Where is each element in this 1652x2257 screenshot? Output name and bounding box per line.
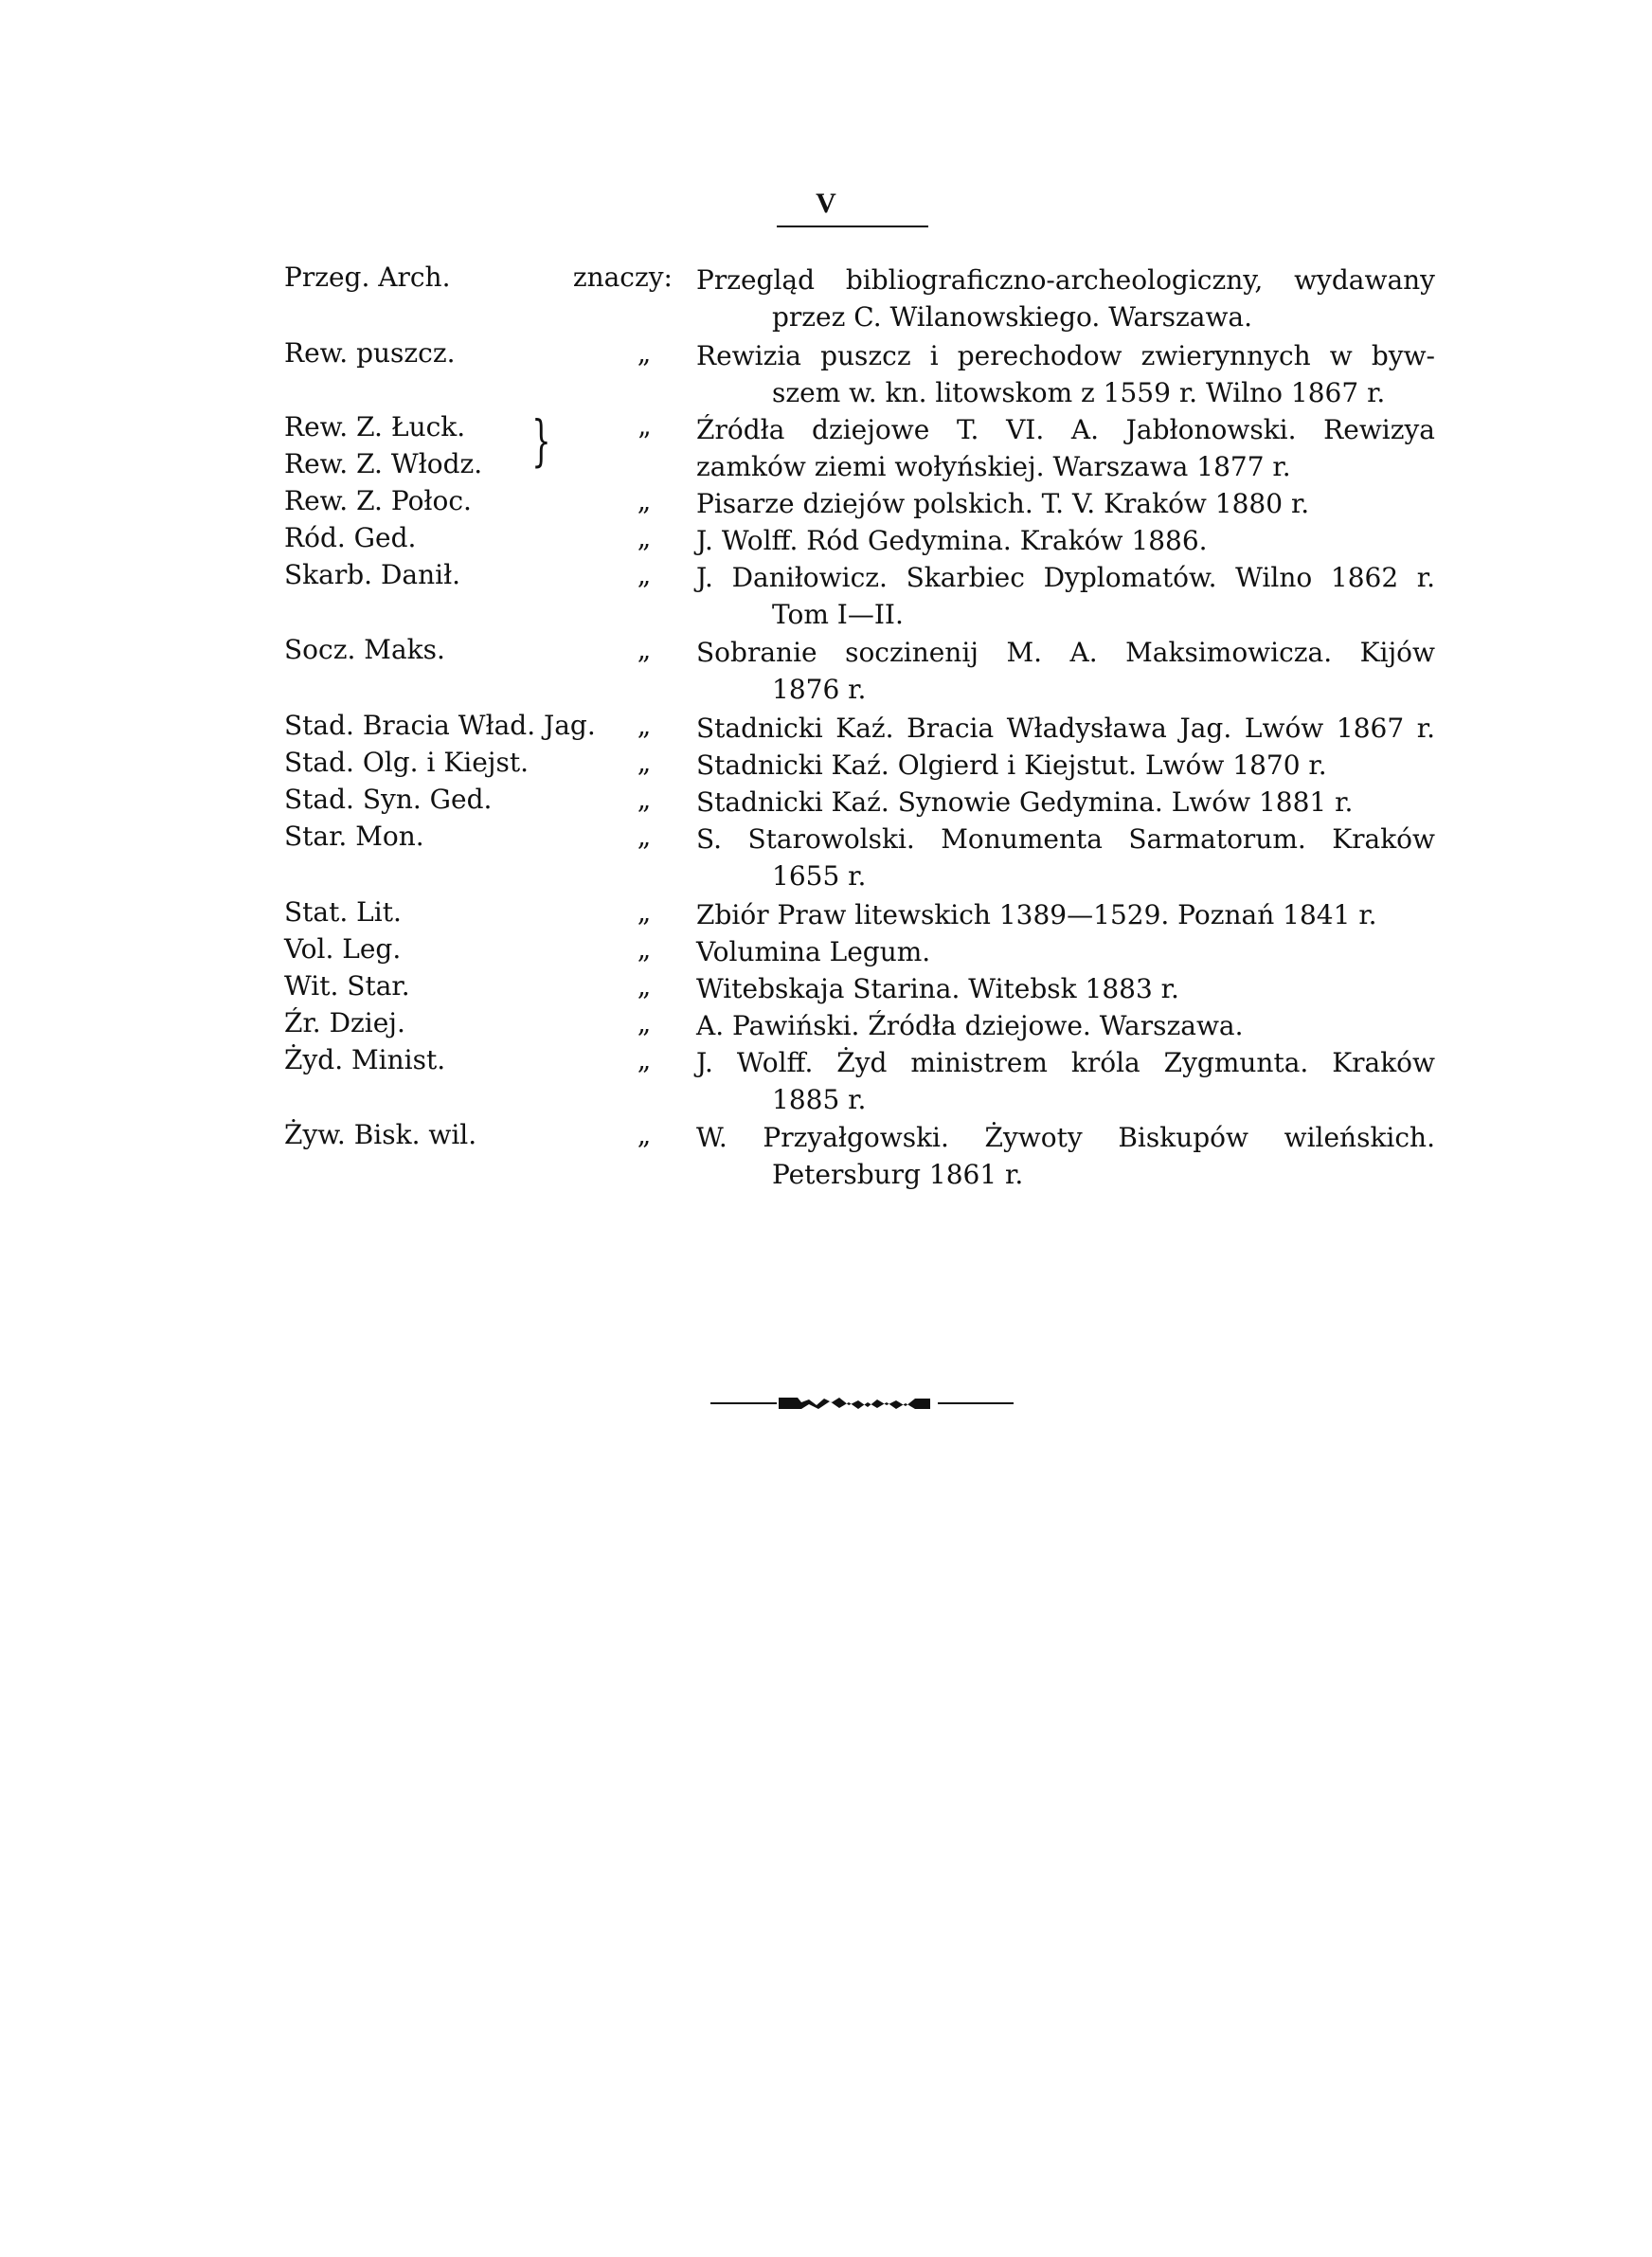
description-line: 1655 r. bbox=[772, 860, 867, 892]
description-line: J. Daniłowicz. Skarbiec Dyplomatów. Wilno 1862 r. bbox=[696, 562, 1435, 593]
description-line: Stadnicki Kaź. Bracia Władysława Jag. Lwów 1867 r. bbox=[696, 713, 1435, 744]
description-line: Volumina Legum. bbox=[696, 936, 931, 967]
description-line: Stadnicki Kaź. Synowie Gedymina. Lwów 1881 r. bbox=[696, 786, 1354, 818]
description-line: 1876 r. bbox=[772, 674, 867, 705]
description-line: J. Wolff. Ród Gedymina. Kraków 1886. bbox=[696, 525, 1208, 556]
entry-abbreviation: Rew. puszcz. bbox=[284, 337, 456, 369]
entry-abbreviation: Skarb. Danił. bbox=[284, 559, 461, 590]
entry-marker: „ bbox=[637, 1044, 652, 1075]
entry-marker: „ bbox=[637, 1119, 652, 1150]
entry-abbreviation: Ród. Ged. bbox=[284, 522, 417, 553]
entry-description bbox=[696, 559, 1435, 633]
entry-marker: „ bbox=[637, 634, 652, 665]
entry-marker: „ bbox=[637, 559, 652, 590]
header-rule bbox=[777, 226, 928, 227]
entry-marker: „ bbox=[637, 1007, 652, 1038]
entry-description bbox=[696, 933, 1435, 970]
entry-description bbox=[696, 522, 1435, 559]
description-line: 1885 r. bbox=[772, 1084, 867, 1115]
entry-abbreviation: Rew. Z. Połoc. bbox=[284, 485, 472, 516]
description-line: S. Starowolski. Monumenta Sarmatorum. Kraków bbox=[696, 823, 1435, 855]
entry-description bbox=[696, 485, 1435, 522]
description-line: Witebskaja Starina. Witebsk 1883 r. bbox=[696, 973, 1179, 1004]
description-line: Stadnicki Kaź. Olgierd i Kiejstut. Lwów 1870 r. bbox=[696, 749, 1327, 781]
entry-abbreviation: Rew. Z. Włodz. bbox=[284, 448, 483, 479]
entry-abbreviation: Żyd. Minist. bbox=[284, 1044, 446, 1075]
entry-description bbox=[696, 896, 1435, 933]
entry-marker: „ bbox=[637, 970, 652, 1002]
description-line: szem w. kn. litowskom z 1559 r. Wilno 1867 r. bbox=[772, 377, 1386, 408]
entry-abbreviation: Vol. Leg. bbox=[284, 933, 402, 965]
description-line: Petersburg 1861 r. bbox=[772, 1159, 1024, 1190]
entry-abbreviation: Stad. Olg. i Kiejst. bbox=[284, 747, 529, 778]
entry-marker: „ bbox=[637, 933, 652, 965]
brace-icon: } bbox=[531, 408, 551, 473]
entry-abbreviation: Socz. Maks. bbox=[284, 634, 445, 665]
entry-marker: „ bbox=[637, 337, 652, 369]
description-line: A. Pawiński. Źródła dziejowe. Warszawa. bbox=[696, 1010, 1244, 1041]
entry-description bbox=[696, 262, 1435, 335]
entry-abbreviation: Przeg. Arch. bbox=[284, 262, 451, 293]
entry-description bbox=[696, 784, 1435, 821]
entry-description bbox=[696, 634, 1435, 708]
entry-description bbox=[696, 337, 1435, 411]
entry-marker: „ bbox=[637, 896, 652, 928]
entry-marker: „ bbox=[637, 821, 652, 852]
description-line: Pisarze dziejów polskich. T. V. Kraków 1880 r. bbox=[696, 488, 1310, 519]
entry-description bbox=[696, 821, 1435, 894]
entry-description bbox=[696, 411, 1435, 485]
entry-abbreviation: Rew. Z. Łuck. bbox=[284, 411, 466, 442]
entry-abbreviation: Żyw. Bisk. wil. bbox=[284, 1119, 477, 1150]
description-line: Źródła dziejowe T. VI. A. Jabłonowski. Rewizya bbox=[696, 414, 1435, 445]
entry-description bbox=[696, 710, 1435, 747]
entry-description bbox=[696, 1119, 1435, 1193]
description-line: Zbiór Praw litewskich 1389—1529. Poznań 1841 r. bbox=[696, 899, 1377, 930]
entry-abbreviation: Star. Mon. bbox=[284, 821, 424, 852]
entry-marker: ” bbox=[637, 426, 652, 458]
entry-abbreviation: Wit. Star. bbox=[284, 970, 410, 1002]
description-line: zamków ziemi wołyńskiej. Warszawa 1877 r. bbox=[696, 451, 1291, 482]
entry-abbreviation: Stad. Bracia Wład. Jag. bbox=[284, 710, 596, 741]
description-line: Tom I—II. bbox=[772, 599, 904, 630]
entry-abbreviation: Źr. Dziej. bbox=[284, 1007, 405, 1038]
entry-marker: „ bbox=[637, 747, 652, 778]
page-number: V bbox=[816, 188, 836, 219]
entry-description bbox=[696, 747, 1435, 784]
description-line: W. Przyałgowski. Żywoty Biskupów wileńskich. bbox=[696, 1122, 1435, 1153]
entry-description bbox=[696, 1044, 1435, 1118]
entry-abbreviation: Stat. Lit. bbox=[284, 896, 402, 928]
entry-abbreviation: Stad. Syn. Ged. bbox=[284, 784, 493, 815]
description-line: Sobranie soczinenij M. A. Maksimowicza. Kijów bbox=[696, 637, 1435, 668]
entry-description bbox=[696, 1007, 1435, 1044]
entry-marker: „ bbox=[637, 522, 652, 553]
entry-marker: „ bbox=[637, 710, 652, 741]
entry-marker: „ bbox=[637, 784, 652, 815]
description-line: przez C. Wilanowskiego. Warszawa. bbox=[772, 301, 1253, 333]
entry-marker: znaczy: bbox=[572, 262, 673, 293]
description-line: J. Wolff. Żyd ministrem króla Zygmunta. Kraków bbox=[696, 1047, 1435, 1078]
description-line: Przegląd bibliograficzno-archeologiczny, wydawany bbox=[696, 264, 1435, 296]
end-ornament-icon bbox=[710, 1389, 1014, 1417]
entry-marker: „ bbox=[637, 485, 652, 516]
entry-description bbox=[696, 970, 1435, 1007]
description-line: Rewizia puszcz i perechodow zwierynnych w byw- bbox=[696, 340, 1435, 371]
